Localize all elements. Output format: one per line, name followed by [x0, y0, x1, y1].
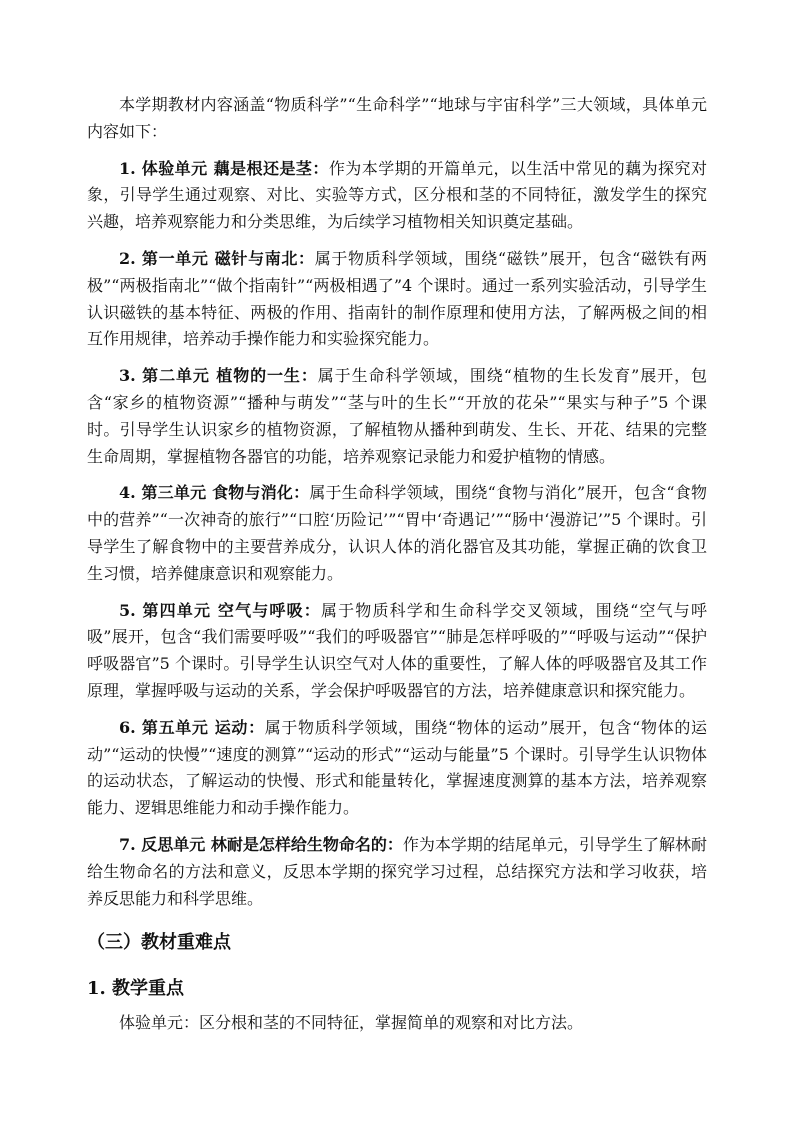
unit-text: 属于物质科学和生命科学交叉领域，围绕“空气与呼吸”展开，包含“我们需要呼吸”“我们的呼吸器官”“肺是怎样呼吸的”“呼吸与运动”“保护呼吸器官”5 个课时。引导学生认识空气对人体的重要性，了解人体的呼吸器官及其工作原理，掌握呼吸与运动的关系，学会保护呼吸器官的方法，培养健康意识和探究能力。: [87, 600, 707, 700]
unit-heading: 2. 第一单元 磁针与南北：: [119, 248, 315, 268]
unit-paragraph-3: [87, 363, 707, 470]
unit-paragraph-2: [87, 246, 707, 353]
intro-paragraph: 本学期教材内容涵盖“物质科学”“生命科学”“地球与宇宙科学”三大领域，具体单元内容如下：: [87, 95, 707, 141]
unit-heading: 1. 体验单元 藕是根还是茎：: [119, 158, 329, 178]
unit-paragraph-4: [87, 480, 707, 587]
unit-heading: 6. 第五单元 运动：: [119, 717, 265, 737]
unit-heading: 7. 反思单元 林耐是怎样给生物命名的：: [119, 834, 403, 854]
focus-paragraph: 体验单元：区分根和茎的不同特征，掌握简单的观察和对比方法。: [119, 1013, 584, 1033]
sub-title: 1. 教学重点: [87, 978, 185, 1000]
unit-paragraph-6: [87, 715, 707, 822]
unit-paragraph-1: [87, 156, 707, 236]
unit-text: 属于物质科学领域，围绕“磁铁”展开，包含“磁铁有两极”“两极指南北”“做个指南针”“两极相遇了”4 个课时。通过一系列实验活动，引导学生认识磁铁的基本特征、两极的作用、指南针的制作原理和使用方法，了解两极之间的相互作用规律，培养动手操作能力和实验探究能力。: [87, 248, 707, 349]
unit-text: 属于生命科学领域，围绕“植物的生长发育”展开，包含“家乡的植物资源”“播种与萌发”“茎与叶的生长”“开放的花朵”“果实与种子”5 个课时。引导学生认识家乡的植物资源，了解植物从播种到萌发、生长、开花、结果的完整生命周期，掌握植物各器官的功能，培养观察记录能力和爱护植物的情感。: [87, 366, 707, 466]
unit-heading: 3. 第二单元 植物的一生：: [119, 366, 318, 386]
unit-text: 作为本学期的结尾单元，引导学生了解林耐给生物命名的方法和意义，反思本学期的探究学习过程，总结探究方法和学习收获，培养反思能力和科学思维。: [87, 834, 707, 908]
section-title: （三）教材重难点: [87, 932, 231, 954]
unit-heading: 4. 第三单元 食物与消化：: [119, 483, 310, 503]
unit-heading: 5. 第四单元 空气与呼吸：: [119, 600, 321, 620]
unit-text: 属于物质科学领域，围绕“物体的运动”展开，包含“物体的运动”“运动的快慢”“速度的测算”“运动的形式”“运动与能量”5 个课时。引导学生认识物体的运动状态，了解运动的快慢、形式和能量转化，掌握速度测算的基本方法，培养观察能力、逻辑思维能力和动手操作能力。: [87, 717, 707, 818]
unit-text: 作为本学期的开篇单元，以生活中常见的藕为探究对象，引导学生通过观察、对比、实验等方式，区分根和茎的不同特征，激发学生的探究兴趣，培养观察能力和分类思维，为后续学习植物相关知识奠定基础。: [87, 158, 707, 232]
unit-text: 属于生命科学领域，围绕“食物与消化”展开，包含“食物中的营养”“一次神奇的旅行”“口腔‘历险记’”“胃中‘奇遇记’”“肠中‘漫游记’”5 个课时。引导学生了解食物中的主要营养成分，认识人体的消化器官及其功能，掌握正确的饮食卫生习惯，培养健康意识和观察能力。: [87, 483, 707, 583]
unit-paragraph-5: [87, 598, 707, 705]
document-page: [87, 92, 707, 1037]
unit-paragraph-7: [87, 832, 707, 912]
